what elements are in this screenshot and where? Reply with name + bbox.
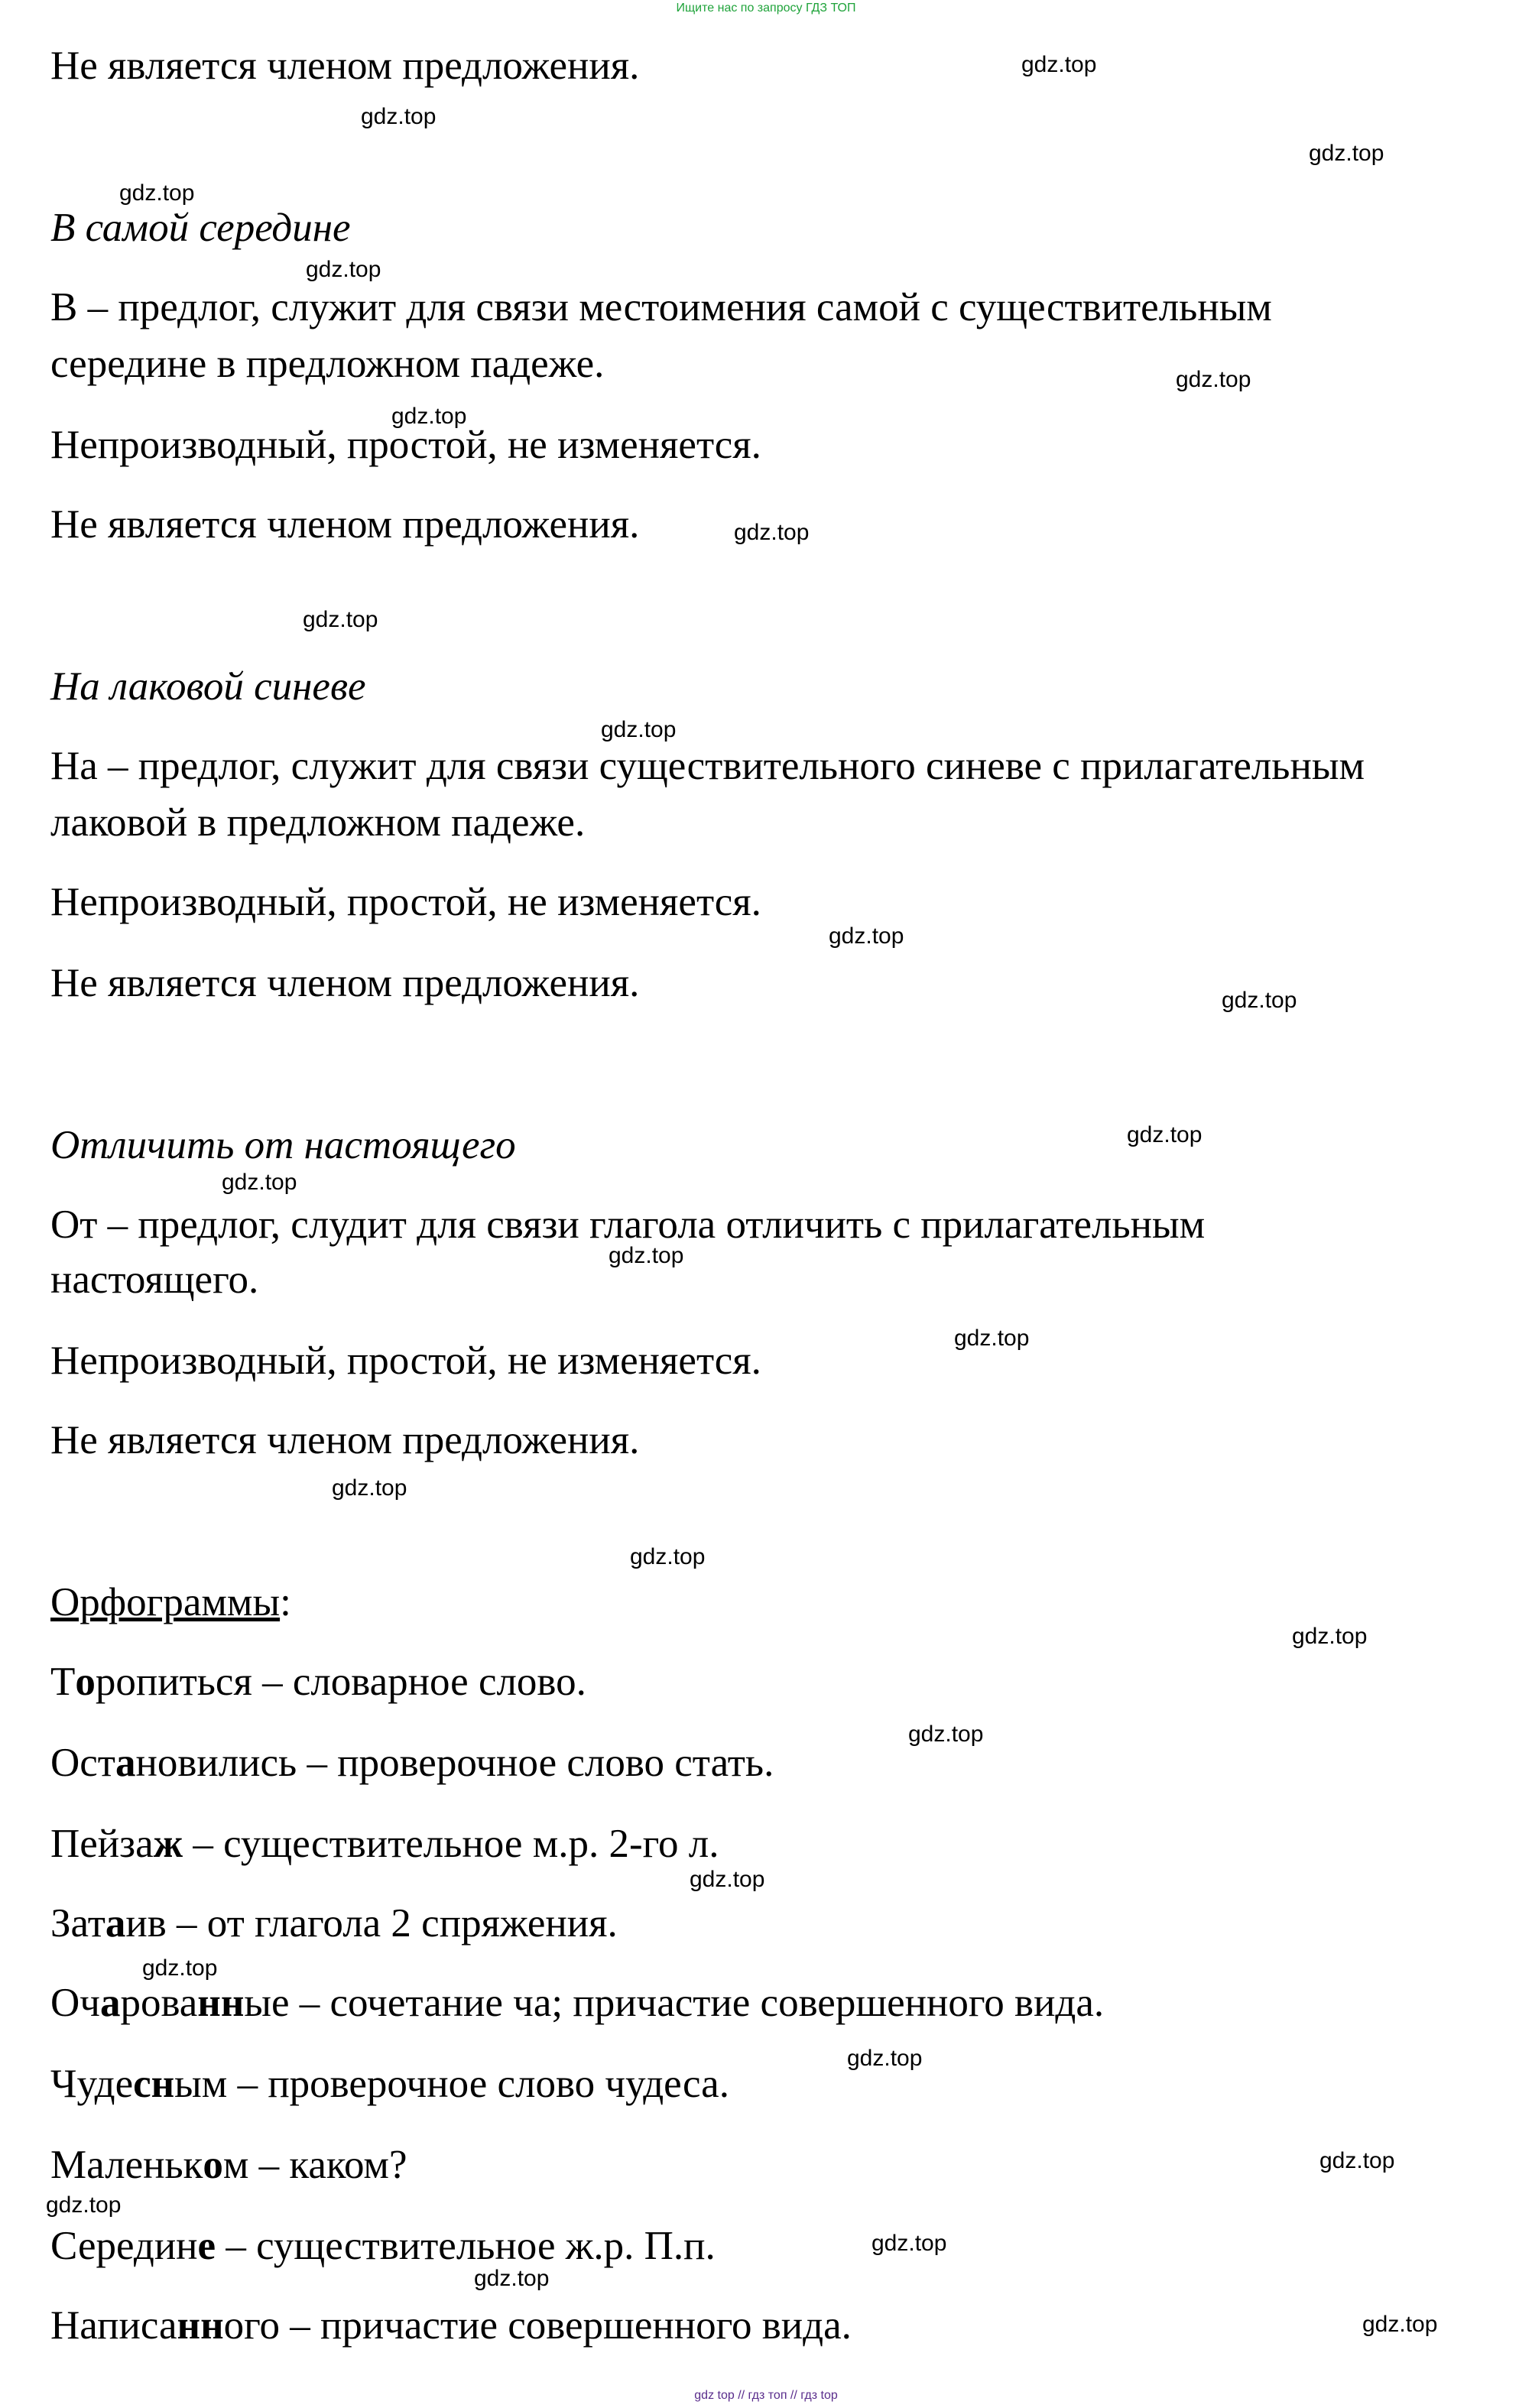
text-line: От – предлог, слудит для связи глагола отличить с прилагательным: [50, 1202, 1206, 1247]
text-line: Не является членом предложения.: [50, 961, 640, 1005]
text-line: Непроизводный, простой, не изменяется.: [50, 423, 761, 467]
text-line: Не является членом предложения.: [50, 502, 640, 547]
watermark: gdz.top: [1127, 1122, 1203, 1147]
word-part: ым – проверочное слово чудеса.: [174, 2062, 729, 2106]
orthogram-line: [50, 1819, 719, 1868]
watermark: gdz.top: [1222, 988, 1297, 1013]
watermark: gdz.top: [734, 520, 810, 545]
watermark: gdz.top: [871, 2231, 947, 2256]
orthogram-line: [50, 2221, 716, 2270]
text-line: На – предлог, служит для связи существительного синеве с прилагательным: [50, 744, 1365, 788]
word-part: ропиться – словарное слово.: [95, 1660, 586, 1704]
watermark: gdz.top: [1319, 2148, 1395, 2173]
orthogram-line: [50, 2059, 729, 2108]
orthogram-letter: нн: [177, 2303, 224, 2348]
orthogram-letter: а: [105, 1901, 126, 1946]
watermark: gdz.top: [391, 404, 467, 429]
word-part: Маленьк: [50, 2143, 203, 2187]
search-hint-header: [0, 0, 1532, 17]
word-part: Написа: [50, 2303, 177, 2348]
orthograms-colon: :: [280, 1580, 291, 1624]
watermark: gdz.top: [361, 104, 437, 129]
word-part: Чуде: [50, 2062, 134, 2106]
word-part: рова: [120, 1981, 198, 2025]
orthograms-heading: [50, 1578, 291, 1627]
text-line: Не является членом предложения.: [50, 44, 640, 88]
watermark: gdz.top: [847, 2046, 923, 2071]
orthogram-line: [50, 2301, 852, 2350]
phrase-heading: В самой середине: [50, 206, 351, 250]
orthograms-title: Орфограммы: [50, 1580, 281, 1624]
watermark: gdz.top: [142, 1955, 218, 1981]
watermark: gdz.top: [829, 923, 904, 949]
orthogram-line: [50, 2140, 407, 2189]
watermark: gdz.top: [46, 2192, 122, 2218]
orthogram-line: [50, 1657, 586, 1706]
text-line: В – предлог, служит для связи местоимения самой с существительным: [50, 285, 1272, 329]
watermark: gdz.top: [690, 1867, 765, 1892]
text-line: Не является членом предложения.: [50, 1418, 640, 1462]
watermark: gdz.top: [609, 1243, 684, 1268]
orthogram-letter: о: [203, 2143, 223, 2187]
word-part: ого – причастие совершенного вида.: [223, 2303, 852, 2348]
search-hint-text: Ищите нас по запросу ГДЗ ТОП: [676, 2, 856, 15]
text-line: Непроизводный, простой, не изменяется.: [50, 880, 761, 924]
watermark: gdz.top: [222, 1170, 297, 1195]
footer: [0, 2387, 1532, 2405]
orthogram-letter: сн: [133, 2062, 175, 2106]
watermark: gdz.top: [1309, 141, 1384, 166]
text-line: середине в предложном падеже.: [50, 342, 605, 386]
word-part: – существительное ж.р. П.п.: [216, 2224, 716, 2268]
word-part: ив – от глагола 2 спряжения.: [125, 1901, 618, 1946]
text-line: настоящего.: [50, 1258, 259, 1302]
watermark: gdz.top: [1021, 52, 1097, 77]
orthogram-line: [50, 1738, 774, 1787]
phrase-heading: Отличить от настоящего: [50, 1123, 516, 1167]
word-part: Т: [50, 1660, 76, 1704]
watermark: gdz.top: [332, 1475, 407, 1501]
orthogram-letter: е: [197, 2224, 216, 2268]
word-part: новились – проверочное слово стать.: [135, 1741, 774, 1785]
phrase-heading: На лаковой синеве: [50, 664, 366, 709]
word-part: ые – сочетание ча; причастие совершенного вида.: [244, 1981, 1105, 2025]
watermark: gdz.top: [1176, 367, 1251, 392]
watermark: gdz.top: [630, 1544, 706, 1569]
footer-text: gdz top // гдз топ // гдз top: [694, 2389, 838, 2402]
watermark: gdz.top: [601, 717, 677, 742]
text-line: Непроизводный, простой, не изменяется.: [50, 1339, 761, 1383]
word-part: м – каком?: [222, 2143, 407, 2187]
orthogram-line: [50, 1978, 1104, 2027]
word-part: Ост: [50, 1741, 115, 1785]
word-part: Зат: [50, 1901, 105, 1946]
word-part: Середин: [50, 2224, 198, 2268]
text-line: лаковой в предложном падеже.: [50, 800, 586, 845]
orthogram-letter: а: [99, 1981, 121, 2025]
word-part: – существительное м.р. 2-го л.: [183, 1822, 719, 1866]
watermark: gdz.top: [1362, 2312, 1438, 2337]
orthogram-letter: о: [75, 1660, 96, 1704]
watermark: gdz.top: [303, 607, 378, 632]
watermark: gdz.top: [1292, 1624, 1368, 1649]
orthogram-line: [50, 1899, 618, 1948]
watermark: gdz.top: [908, 1722, 984, 1747]
watermark: gdz.top: [119, 180, 195, 206]
orthogram-letter: ж: [153, 1822, 183, 1866]
orthogram-letter: нн: [197, 1981, 245, 2025]
word-part: Оч: [50, 1981, 100, 2025]
watermark: gdz.top: [306, 257, 381, 282]
watermark: gdz.top: [474, 2266, 550, 2291]
orthogram-letter: а: [115, 1741, 136, 1785]
word-part: Пейза: [50, 1822, 154, 1866]
watermark: gdz.top: [954, 1326, 1030, 1351]
